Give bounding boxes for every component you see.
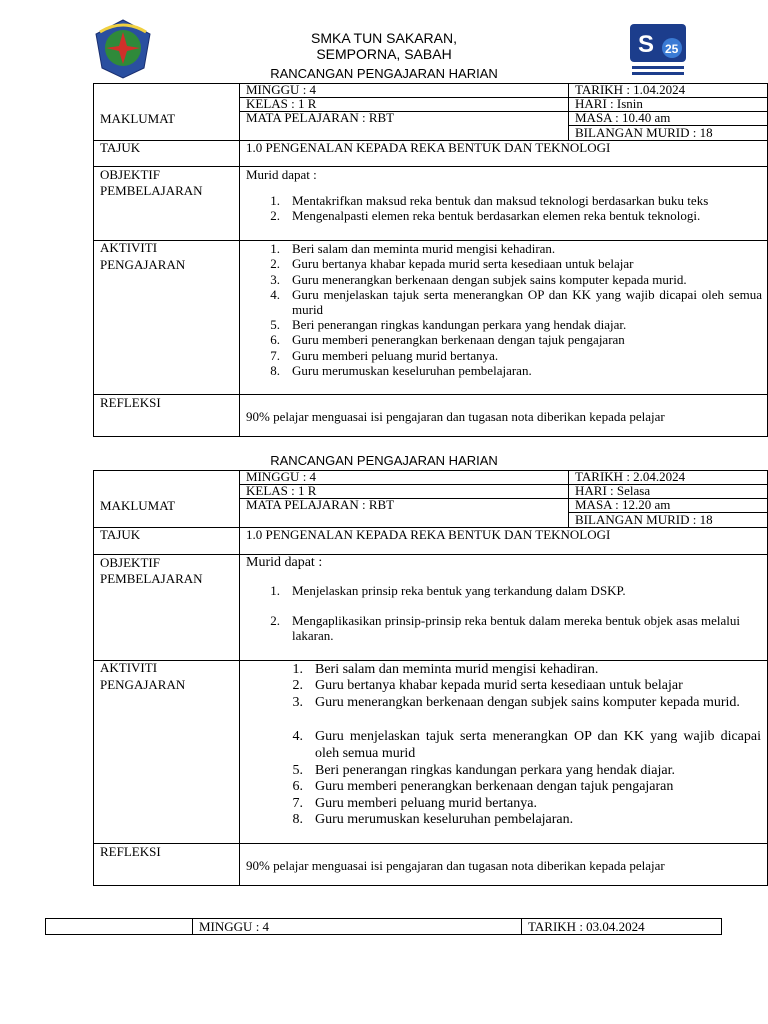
bilangan-murid: BILANGAN MURID : 18 bbox=[575, 125, 713, 140]
plan-title: RANCANGAN PENGAJARAN HARIAN bbox=[270, 66, 498, 81]
tajuk-label: TAJUK bbox=[100, 527, 141, 542]
tarikh: TARIKH : 2.04.2024 bbox=[575, 469, 686, 484]
hari: HARI : Selasa bbox=[575, 483, 651, 498]
refleksi-value: 90% pelajar menguasai isi pengajaran dan tugasan nota diberikan kepada pelajar bbox=[246, 858, 665, 873]
mata-pelajaran: MATA PELAJARAN : RBT bbox=[246, 497, 395, 512]
objektif-intro: Murid dapat : bbox=[246, 555, 323, 570]
minggu: MINGGU : 4 bbox=[199, 919, 270, 934]
plan-title: RANCANGAN PENGAJARAN HARIAN bbox=[270, 453, 498, 468]
minggu: MINGGU : 4 bbox=[246, 82, 317, 97]
refleksi-label: REFLEKSI bbox=[100, 844, 161, 859]
maklumat-label: MAKLUMAT bbox=[100, 111, 176, 126]
school-name: SMKA TUN SAKARAN, bbox=[310, 30, 457, 46]
refleksi-value: 90% pelajar menguasai isi pengajaran dan tugasan nota diberikan kepada pelajar bbox=[246, 409, 665, 424]
aktiviti-label: AKTIVITI bbox=[100, 660, 158, 675]
pembelajaran-label: PEMBELAJARAN bbox=[100, 571, 203, 586]
tajuk-label: TAJUK bbox=[100, 140, 141, 155]
pengajaran-label: PENGAJARAN bbox=[100, 257, 186, 272]
objektif-label: OBJEKTIF bbox=[100, 167, 160, 182]
tajuk-value: 1.0 PENGENALAN KEPADA REKA BENTUK DAN TEKNOLOGI bbox=[246, 527, 611, 542]
pembelajaran-label: PEMBELAJARAN bbox=[100, 183, 203, 198]
hari: HARI : Isnin bbox=[575, 96, 643, 111]
kelas: KELAS : 1 R bbox=[246, 96, 317, 111]
maklumat-label: MAKLUMAT bbox=[100, 498, 176, 513]
tajuk-value: 1.0 PENGENALAN KEPADA REKA BENTUK DAN TEKNOLOGI bbox=[246, 140, 611, 155]
refleksi-label: REFLEKSI bbox=[100, 395, 161, 410]
pengajaran-label: PENGAJARAN bbox=[100, 677, 186, 692]
minggu: MINGGU : 4 bbox=[246, 469, 317, 484]
aktiviti-label: AKTIVITI bbox=[100, 240, 158, 255]
kelas: KELAS : 1 R bbox=[246, 483, 317, 498]
tarikh: TARIKH : 03.04.2024 bbox=[528, 919, 645, 934]
objektif-label: OBJEKTIF bbox=[100, 555, 160, 570]
svg-text:S: S bbox=[638, 31, 655, 58]
school-location: SEMPORNA, SABAH bbox=[316, 46, 452, 62]
masa: MASA : 10.40 am bbox=[575, 110, 671, 125]
tarikh: TARIKH : 1.04.2024 bbox=[575, 82, 686, 97]
bilangan-murid: BILANGAN MURID : 18 bbox=[575, 512, 713, 527]
objektif-intro: Murid dapat : bbox=[246, 167, 317, 182]
svg-text:25: 25 bbox=[665, 42, 679, 56]
masa: MASA : 12.20 am bbox=[575, 497, 671, 512]
mata-pelajaran: MATA PELAJARAN : RBT bbox=[246, 110, 395, 125]
